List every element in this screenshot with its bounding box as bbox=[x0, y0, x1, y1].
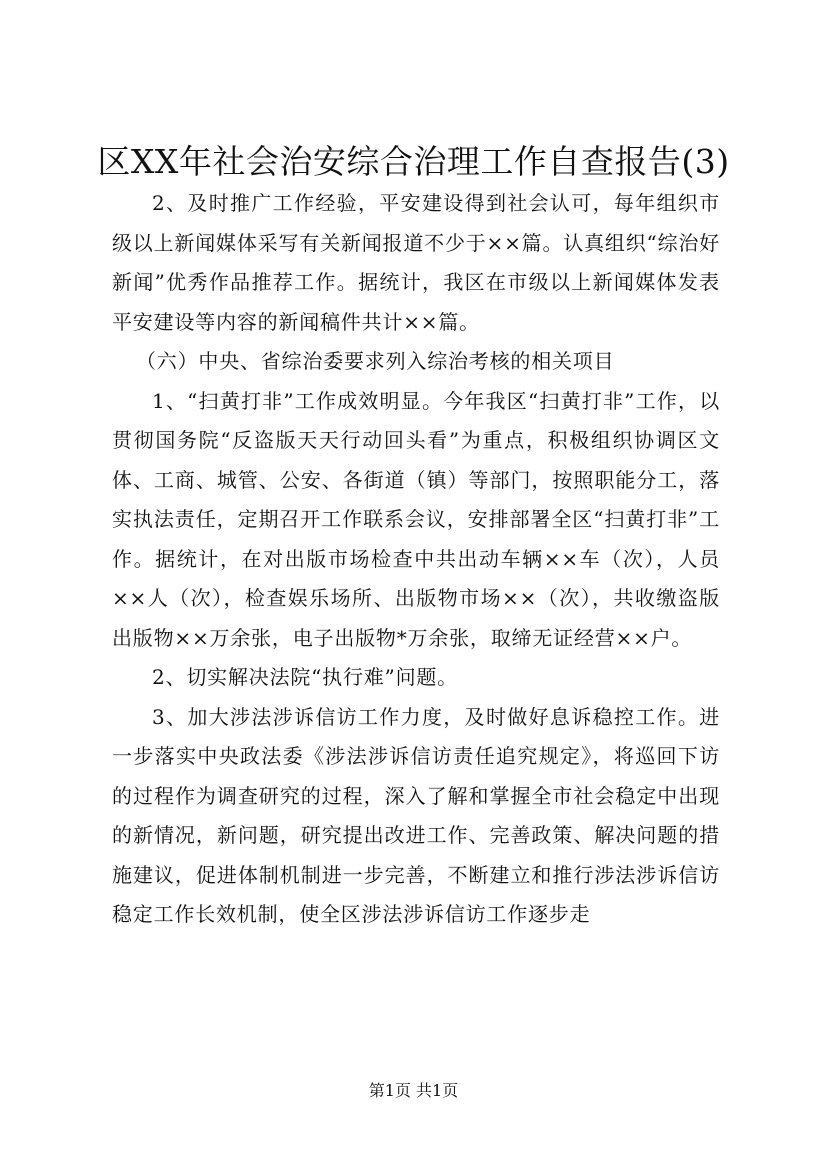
document-title: 区XX年社会治安综合治理工作自查报告(3) bbox=[97, 142, 730, 181]
paragraph-news-promotion: 2、及时推广工作经验，平安建设得到社会认可，每年组织市级以上新闻媒体采写有关新闻报道不少于××篇。认真组织“综治好新闻”优秀作品推荐工作。据统计，我区在市级以上新闻媒体发表平安建设等内容的新闻稿件共计××篇。 bbox=[112, 191, 720, 334]
document-body bbox=[112, 184, 720, 935]
paragraph-petition-work: 3、加大涉法涉诉信访工作力度，及时做好息诉稳控工作。进一步落实中央政法委《涉法涉诉信访责任追究规定》，将巡回下访的过程作为调查研究的过程，深入了解和掌握全市社会稳定中出现的新情况，新问题，研究提出改进工作、完善政策、解决问题的措施建议，促进体制机制进一步完善，不断建立和推行涉法涉诉信访稳定工作长效机制，使全区涉法涉诉信访工作逐步走 bbox=[112, 704, 720, 926]
page-number-footer: 第1页 共1页 bbox=[368, 1081, 459, 1100]
paragraph-court-enforcement: 2、切实解决法院“执行难”问题。 bbox=[152, 665, 458, 689]
section-heading-six: （六）中央、省综治委要求列入综治考核的相关项目 bbox=[136, 349, 615, 373]
paragraph-anti-piracy: 1、“扫黄打非”工作成效明显。今年我区“扫黄打非”工作，以贯彻国务院“反盗版天天行动回头看”为重点，积极组织协调区文体、工商、城管、公安、各街道（镇）等部门，按照职能分工，落实执法责任，定期召开工作联系会议，安排部署全区“扫黄打非”工作。据统计，在对出版市场检查中共出动车辆××车（次），人员××人（次），检查娱乐场所、出版物市场××（次），共收缴盗版出版物××万余张，电子出版物*万余张，取缔无证经营××户。 bbox=[112, 388, 720, 650]
